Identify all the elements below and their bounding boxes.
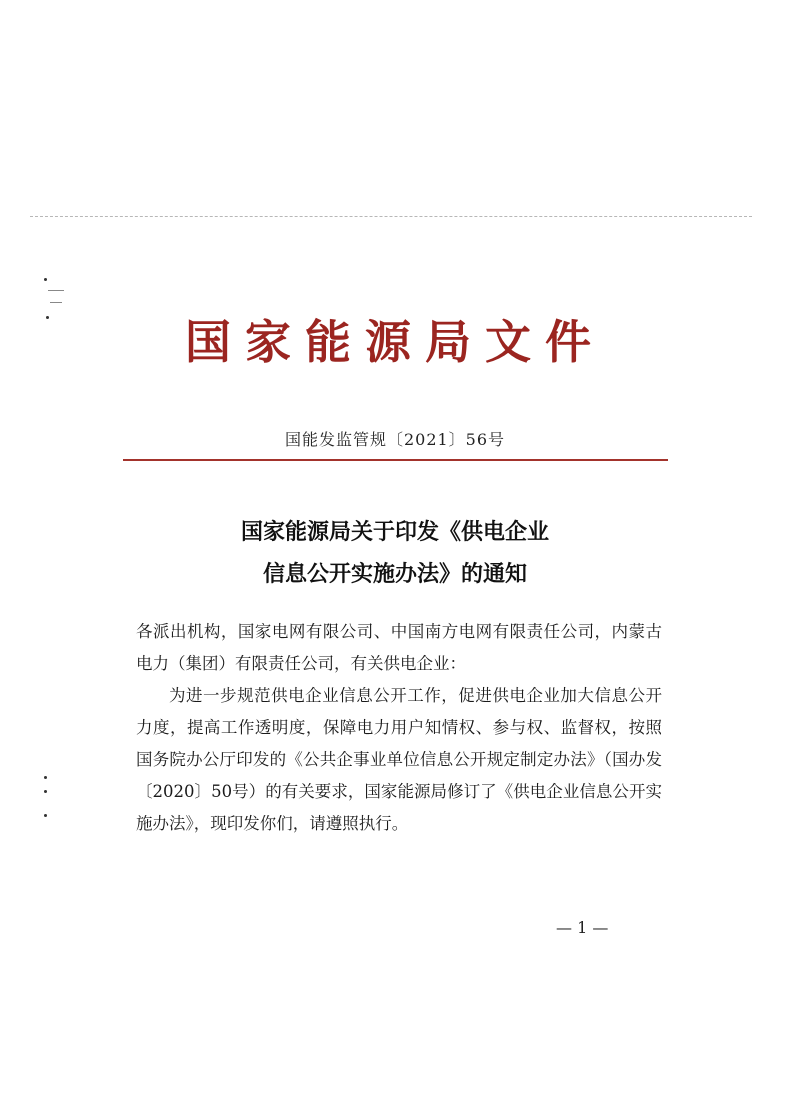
title-line-1: 国家能源局关于印发《供电企业	[240, 520, 549, 545]
recipients-paragraph: 各派出机构，国家电网有限公司、中国南方电网有限责任公司，内蒙古电力（集团）有限责任公司，有关供电企业：	[136, 622, 662, 673]
agency-header: 国家能源局文件	[185, 315, 605, 369]
document-title	[0, 512, 790, 596]
page-number: — 1 —	[556, 918, 609, 937]
margin-dot	[44, 278, 47, 281]
margin-dot	[44, 790, 47, 793]
scan-border-line	[30, 216, 752, 217]
margin-dot	[44, 776, 47, 779]
margin-dot	[44, 814, 47, 817]
margin-dash	[50, 302, 62, 303]
margin-dash	[48, 290, 64, 291]
red-divider-rule	[123, 459, 668, 461]
document-number: 国能发监管规〔2021〕56号	[284, 430, 506, 449]
title-line-2: 信息公开实施办法》的通知	[262, 562, 527, 587]
body-paragraph: 为进一步规范供电企业信息公开工作，促进供电企业加大信息公开力度，提高工作透明度，保障电力用户知情权、参与权、监督权，按照国务院办公厅印发的《公共企事业单位信息公开规定制定办法》（国办发〔2020〕50号）的有关要求，国家能源局修订了《供电企业信息公开实施办法》，现印发你们，请遵照执行。	[136, 686, 662, 833]
document-body	[136, 616, 662, 840]
